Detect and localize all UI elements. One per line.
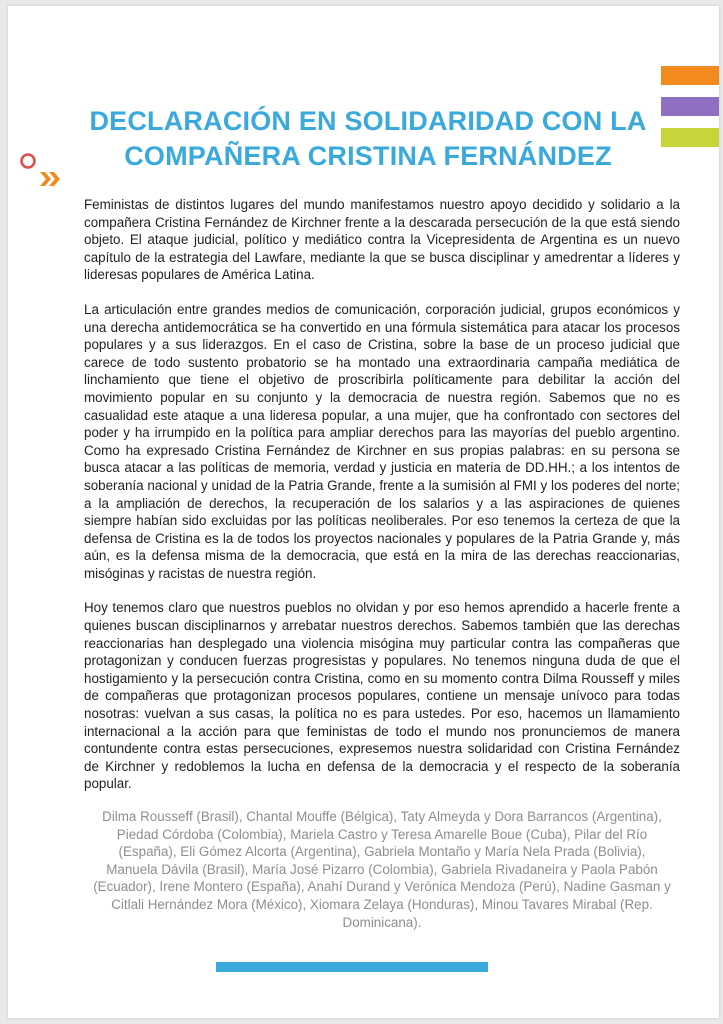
document-page xyxy=(8,6,719,1018)
declaration-title xyxy=(48,104,688,174)
orange-accent-stripe xyxy=(661,66,719,85)
body-paragraph-1: Feministas de distintos lugares del mundo manifestamos nuestro apoyo decidido y solidario a la compañera Cristina Fernández de Kirchner frente a la descarada persecución de la que está siendo objeto. El ataque judicial, político y mediático contra la Vicepresidenta de Argentina es un nuevo capítulo de la estrategia del Lawfare, mediante la que se busca disciplinar y amedrentar a líderes y lideresas populares de América Latina. xyxy=(84,197,680,283)
title-line-2: COMPAÑERA CRISTINA FERNÁNDEZ xyxy=(124,141,612,171)
title-line-1: DECLARACIÓN EN SOLIDARIDAD CON LA xyxy=(89,106,647,136)
signatories-list: Dilma Rousseff (Brasil), Chantal Mouffe (Bélgica), Taty Almeyda y Dora Barrancos (Argentina), Piedad Córdoba (Colombia), Mariela Castro y Teresa Amarelle Boue (Cuba), Pilar del Río (España), Eli Gómez Alcorta (Argentina), Gabriela Montaño y María Nela Prada (Bolivia), Manuela Dávila (Brasil), María José Pizarro (Colombia), Gabriela Rivadaneira y Paola Pabón (Ecuador), Irene Montero (España), Anahí Durand y Verónica Mendoza (Perú), Nadine Gasman y Citlali Hernández Mora (México), Xiomara Zelaya (Honduras), Minou Tavares Mirabal (Rep. Dominicana). xyxy=(93,809,671,930)
double-chevron-right-icon xyxy=(40,172,60,186)
declaration-body xyxy=(84,196,680,810)
bottom-accent-bar xyxy=(216,962,488,972)
circle-outline-icon xyxy=(22,155,35,168)
body-paragraph-3: Hoy tenemos claro que nuestros pueblos no olvidan y por eso hemos aprendido a hacerle frente a quienes buscan disciplinarnos y arrebatar nuestros derechos. Sabemos también que las derechas reaccionarias han desplegado una violencia misógina muy particular contra las compañeras que protagonizan y conducen fuerzas progresistas y populares. No tenemos ninguna duda de que el hostigamiento y la persecución contra Cristina, como en su momento contra Dilma Rousseff y miles de compañeras que protagonizan procesos populares, contiene un mensaje unívoco para todas nosotras: vuelvan a sus casas, la política no es para ustedes. Por eso, hacemos un llamamiento internacional a la acción para que feministas de todo el mundo nos pronunciemos de manera contundente contra estas persecuciones, expresemos nuestra solidaridad con Cristina Fernández de Kirchner y redoblemos la lucha en defensa de la democracia y el respecto de la soberanía popular. xyxy=(84,600,680,792)
body-paragraph-2: La articulación entre grandes medios de comunicación, corporación judicial, grupos económicos y una derecha antidemocrática se ha convertido en una fórmula sistemática para atacar los procesos populares y a sus liderazgos. En el caso de Cristina, sobre la base de un proceso judicial que carece de todo sustento probatorio se ha montado una extraordinaria campaña mediática de linchamiento que tiene el objetivo de proscribirla políticamente para debilitar la acción del movimiento popular en su conjunto y la democracia de nuestra región. Sabemos que no es casualidad este ataque a una lideresa popular, a una mujer, que ha confrontado con sectores del poder y ha irrumpido en la política para ampliar derechos para las mayorías del pueblo argentino. Como ha expresado Cristina Fernández de Kirchner en sus propias palabras: en su persona se busca atacar a las políticas de memoria, verdad y justicia en materia de DD.HH.; a los intentos de soberanía nacional y unidad de la Patria Grande, frente a la sumisión al FMI y los poderes del norte; a la ampliación de derechos, la recuperación de los salarios y a las aspiraciones de quienes siempre habían sido excluidas por las políticas neoliberales. Por eso tenemos la certeza de que la defensa de Cristina es la de todos los proyectos nacionales y populares de la Patria Grande y, más aún, es la defensa misma de la democracia, que está en la mira de las derechas reaccionarias, misóginas y racistas de nuestra región. xyxy=(84,301,680,581)
